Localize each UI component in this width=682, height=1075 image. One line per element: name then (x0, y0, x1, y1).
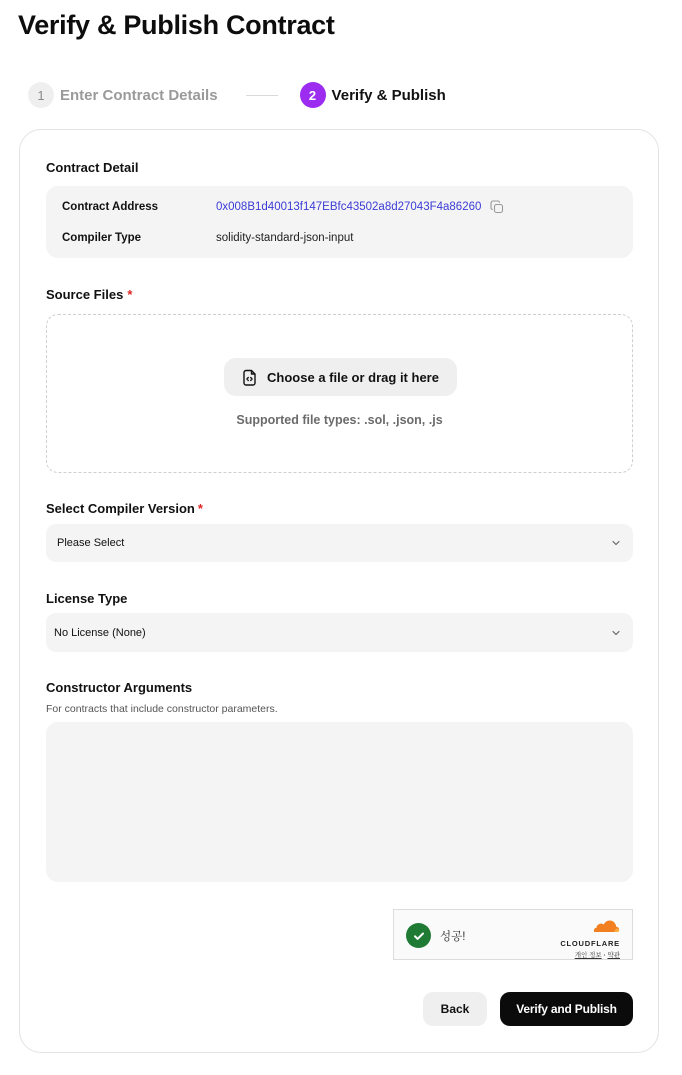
license-type-label: License Type (46, 591, 128, 606)
choose-file-button[interactable] (224, 358, 457, 396)
file-code-icon (242, 369, 258, 386)
choose-file-label: Choose a file or drag it here (267, 369, 439, 385)
license-type-value: No License (None) (54, 626, 146, 639)
captcha-status: 성공! (440, 931, 466, 943)
verify-and-publish-button[interactable]: Verify and Publish (500, 992, 633, 1026)
step-number: 1 (28, 82, 54, 108)
compiler-type-key: Compiler Type (62, 232, 142, 244)
cloudflare-wordmark: CLOUDFLARE (560, 939, 620, 948)
step-connector (246, 95, 278, 96)
supported-file-types: Supported file types: .sol, .json, .js (236, 413, 443, 427)
page-title: Verify & Publish Contract (18, 10, 335, 40)
stepper (28, 82, 446, 108)
back-button[interactable]: Back (423, 992, 487, 1026)
compiler-version-label (46, 501, 203, 516)
contract-address-link[interactable]: 0x008B1d40013f147EBfc43502a8d27043F4a86260 (216, 201, 482, 213)
constructor-arguments-hint: For contracts that include constructor parameters. (46, 703, 278, 715)
captcha-widget[interactable] (393, 909, 633, 960)
contract-detail-heading: Contract Detail (46, 160, 139, 175)
compiler-version-select[interactable] (46, 524, 633, 562)
chevron-down-icon (611, 628, 621, 638)
contract-detail-box (46, 186, 633, 258)
terms-link[interactable]: 약관 (607, 952, 620, 959)
source-files-label-text: Source Files (46, 287, 124, 302)
license-type-select[interactable] (46, 613, 633, 652)
captcha-links (558, 950, 620, 959)
cloudflare-logo (558, 919, 620, 959)
contract-address-row (62, 200, 504, 214)
chevron-down-icon (611, 538, 621, 548)
constructor-arguments-label: Constructor Arguments (46, 680, 193, 695)
verify-form-card (19, 129, 659, 1053)
step-enter-contract-details[interactable] (28, 82, 218, 108)
step-verify-publish[interactable] (300, 82, 446, 108)
file-dropzone[interactable] (46, 314, 633, 473)
constructor-arguments-input[interactable] (46, 722, 633, 882)
compiler-type-value: solidity-standard-json-input (216, 232, 354, 244)
compiler-version-label-text: Select Compiler Version (46, 501, 195, 516)
compiler-version-value: Please Select (57, 537, 125, 549)
step-label: Enter Contract Details (60, 86, 218, 104)
required-marker: * (127, 287, 133, 302)
link-separator: · (603, 952, 606, 959)
checkmark-icon (406, 923, 431, 948)
source-files-label (46, 287, 132, 302)
copy-icon[interactable] (490, 200, 504, 214)
privacy-link[interactable]: 개인 정보 (574, 952, 602, 959)
contract-address-key: Contract Address (62, 201, 159, 213)
compiler-type-row (62, 232, 353, 244)
required-marker: * (197, 501, 203, 516)
cloud-icon (588, 919, 620, 933)
step-label: Verify & Publish (331, 86, 446, 104)
step-number: 2 (300, 82, 326, 108)
